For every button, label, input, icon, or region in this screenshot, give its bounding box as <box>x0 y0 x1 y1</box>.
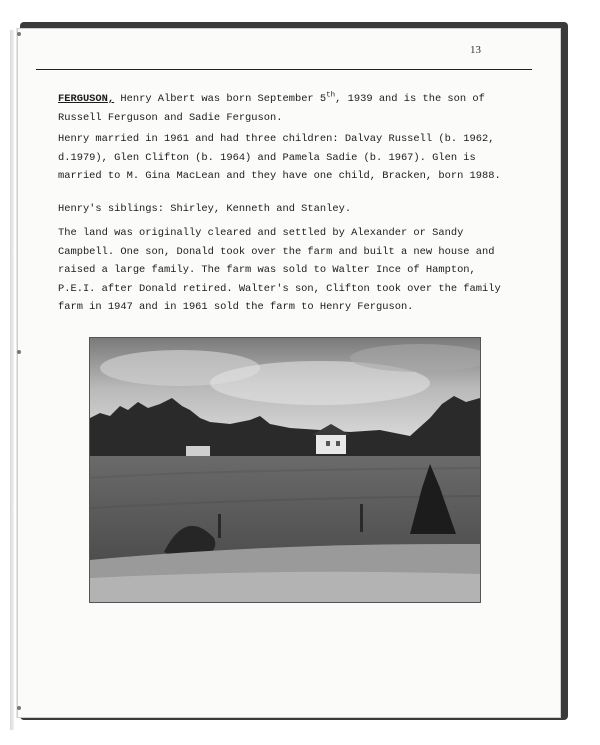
birth-text-superscript: th <box>326 91 336 100</box>
punch-hole <box>17 32 21 36</box>
header-rule <box>36 69 532 70</box>
surname-heading: FERGUSON, <box>58 93 115 105</box>
paragraph-siblings: Henry's siblings: Shirley, Kenneth and Stanley. <box>58 203 352 215</box>
page-left-edge <box>10 30 14 730</box>
paragraph-birth <box>58 90 516 127</box>
farm-photograph <box>89 337 481 603</box>
page-number: 13 <box>470 44 481 56</box>
paragraph-land-history: The land was originally cleared and settled by Alexander or Sandy Campbell. One son, Donald took over the farm and built a new house and raised a large family. The farm was sold to Walter Ince of Hampton, P.E.I. after Donald retired. Walter's son, Clifton took over the family farm in 1947 and in 1961 sold the farm to Henry Ferguson. <box>58 227 501 313</box>
birth-text-part2: , 1939 and is the son of Russell Ferguson and Sadie Ferguson. <box>58 93 485 124</box>
punch-hole <box>17 350 21 354</box>
punch-hole <box>17 706 21 710</box>
paragraph-marriage: Henry married in 1961 and had three children: Dalvay Russell (b. 1962, d.1979), Glen Clifton (b. 1964) and Pamela Sadie (b. 1967). Glen is married to M. Gina MacLean and they have one child, Bracken, born 1988. <box>58 133 501 182</box>
birth-text-part1: Henry Albert was born September 5 <box>120 93 327 105</box>
